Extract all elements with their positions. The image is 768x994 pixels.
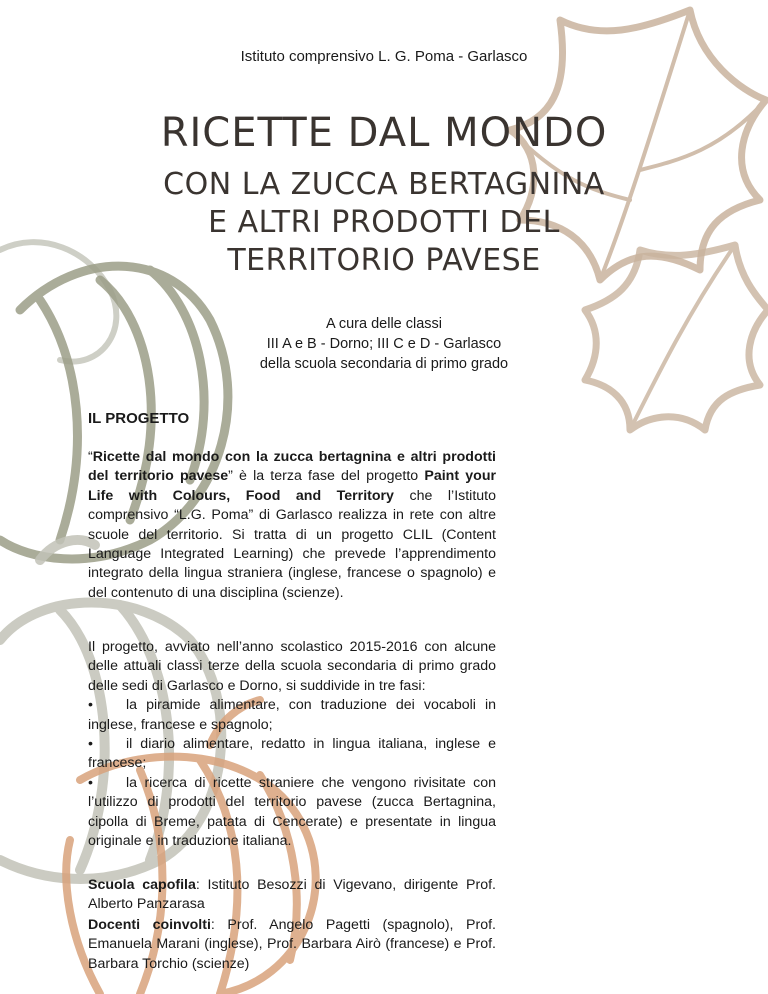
- phase-item: [88, 696, 496, 735]
- lead-school-text: : Istituto Besozzi di Vigevano, dirigente Prof. Alberto Panzarasa: [88, 877, 496, 913]
- title-sub-line2: E ALTRI PRODOTTI DEL: [208, 205, 560, 240]
- project-phases-paragraph: [88, 638, 496, 851]
- lead-school-label: Scuola capofila: [88, 877, 196, 893]
- phases-intro: Il progetto, avviato nell’anno scolastico 2015-2016 con alcune delle attuali classi terze della scuola secondaria di primo grado delle sedi di Garlasco e Dorno, si suddivide in tre fasi:: [88, 639, 496, 694]
- intro-text-b: che l’Istituto comprensivo “L.G. Poma” di Garlasco realizza in rete con altre scuole del territorio. Si tratta di un progetto CLIL (Content Language Integrated Learning) che prevede l’apprendimento integrato della lingua straniera (inglese, francese o spagnolo) e del contenuto di una disciplina (scienze).: [88, 487, 496, 601]
- title-sub-line1: CON LA ZUCCA BERTAGNINA: [163, 167, 605, 202]
- bullet-icon: •: [88, 697, 93, 714]
- teachers-text: : Prof. Angelo Pagetti (spagnolo), Prof. Emanuela Marani (inglese), Prof. Barbara Airò (francese) e Prof. Barbara Torchio (scienze): [88, 917, 497, 972]
- lead-school-paragraph: [88, 876, 496, 915]
- phase-text: la ricerca di ricette straniere che vengono rivisitate con l’utilizzo di prodotti del territorio pavese (zucca Bertagnina, cipolla di Breme, patata di Cencerate) e presentate in lingua originale e in traduzione italiana.: [88, 774, 496, 850]
- open-quote: “: [88, 449, 93, 465]
- curators-block: [0, 314, 768, 374]
- curators-line1: A cura delle classi: [325, 316, 443, 332]
- institute-name: Istituto comprensivo L. G. Poma - Garlasco: [240, 48, 528, 65]
- project-intro-paragraph: [88, 448, 496, 603]
- project-title-bold: Ricette dal mondo con la zucca bertagnina e altri prodotti del territorio pavese: [88, 449, 496, 485]
- intro-text-a: ” è la terza fase del progetto: [228, 468, 425, 485]
- teachers-label: Docenti coinvolti: [88, 917, 211, 933]
- title-sub: [96, 166, 672, 280]
- title-main: RICETTE DAL MONDO: [160, 110, 608, 156]
- bullet-icon: •: [88, 774, 93, 791]
- phase-item: [88, 774, 496, 852]
- phase-text: il diario alimentare, redatto in lingua italiana, inglese e francese;: [88, 736, 496, 772]
- phase-text: la piramide alimentare, con traduzione dei vocaboli in inglese, francese e spagnolo;: [88, 697, 496, 733]
- bullet-icon: •: [88, 736, 93, 753]
- section-heading: IL PROGETTO: [88, 410, 190, 427]
- title-sub-line3: TERRITORIO PAVESE: [227, 243, 541, 278]
- phase-item: [88, 735, 496, 774]
- paint-your-life-bold: Paint your Life with Colours, Food and Territory: [88, 468, 497, 504]
- curators-line3: della scuola secondaria di primo grado: [259, 356, 509, 372]
- curators-line2: III A e B - Dorno; III C e D - Garlasco: [266, 336, 502, 352]
- teachers-paragraph: [88, 916, 496, 974]
